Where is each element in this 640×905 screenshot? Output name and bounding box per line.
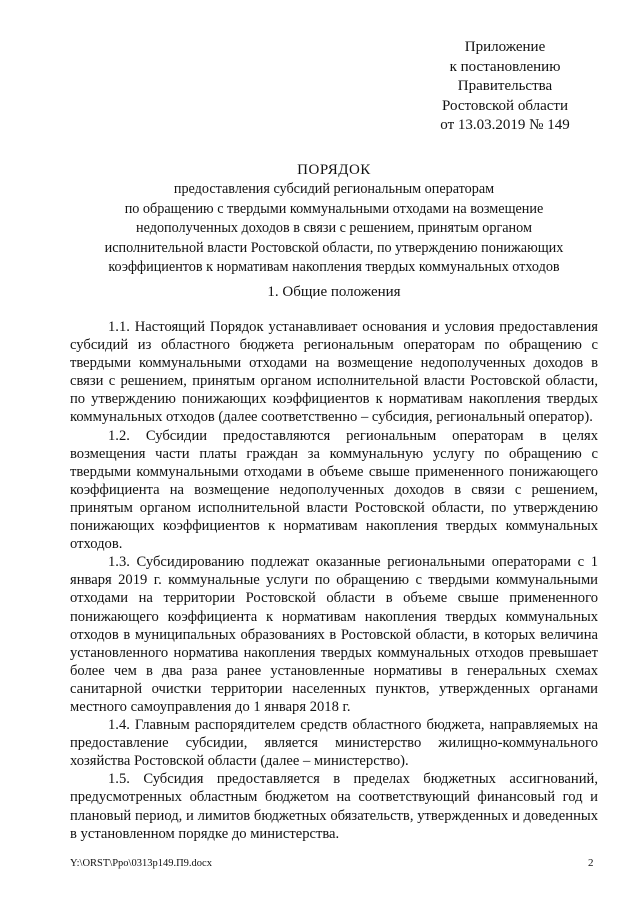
subtitle-line: коэффициентов к нормативам накопления твердых коммунальных отходов [108, 259, 560, 275]
appendix-block [420, 38, 590, 136]
footer-file-path: Y:\ORST\Ppo\0313p149.П9.docx [70, 858, 212, 869]
subtitle-line: исполнительной власти Ростовской области, по утверждению понижающих [104, 239, 564, 256]
appendix-line: Правительства [457, 78, 553, 94]
appendix-line: от 13.03.2019 № 149 [440, 117, 570, 133]
paragraph-1-1: 1.1. Настоящий Порядок устанавливает основания и условия предоставления субсидий из областного бюджета региональным операторам по обращению с твердыми коммунальными отходами на возмещение недополученных доходов в связи с решением, принятым органом исполнительной власти Ростовской области, по утверждению понижающих коэффициентов к нормативам накопления твердых коммунальных отходов (далее соответственно – субсидия, региональный оператор). [70, 319, 598, 426]
paragraph-1-5: 1.5. Субсидия предоставляется в пределах бюджетных ассигнований, предусмотренных областным бюджетом на соответствующий финансовый год и плановый период, и лимитов бюджетных обязательств, утвержденных и доведенных в установленном порядке до министерства. [70, 771, 598, 842]
section-heading: 1. Общие положения [267, 284, 401, 300]
paragraph-1-2: 1.2. Субсидии предоставляются региональным операторам в целях возмещения части платы граждан за коммунальную услугу по обращению с твердыми коммунальными отходами в объеме свыше примененного понижающего коэффициента на возмещение недополученных доходов в связи с решением, принятым органом исполнительной власти Ростовской области, по утверждению понижающих коэффициентов к нормативам накопления твердых коммунальных отходов. [70, 427, 598, 553]
paragraph-1-4: 1.4. Главным распорядителем средств областного бюджета, направляемых на предоставление субсидии, является министерство жилищно-коммунального хозяйства Ростовской области (далее – министерство). [70, 717, 598, 770]
appendix-line: Ростовской области [442, 97, 568, 114]
document-subtitle [70, 180, 598, 278]
appendix-line: Приложение [464, 39, 546, 55]
paragraph-1-3: 1.3. Субсидированию подлежат оказанные региональными операторами с 1 января 2019 г. коммунальные услуги по обращению с твердыми коммунальными отходами на территории Ростовской области в объеме свыше примененного понижающего коэффициента к нормативам накопления твердых коммунальных отходов в муниципальных образованиях в Ростовской области, в которых величина установленного норматива накопления твердых коммунальных отходов превышает более чем в два раза ранее установленные нормативы в генеральных схемах санитарной очистки территории населенных пунктов, утвержденных органами местного самоуправления до 1 января 2018 г. [70, 554, 598, 715]
document-title: ПОРЯДОК [297, 162, 371, 178]
subtitle-line: по обращению с твердыми коммунальными отходами на возмещение [124, 200, 544, 217]
body-text [70, 318, 598, 843]
appendix-line: к постановлению [449, 58, 561, 75]
page-number: 2 [588, 857, 594, 869]
subtitle-line: недополученных доходов в связи с решением, принятым органом [136, 220, 532, 236]
subtitle-line: предоставления субсидий региональным операторам [173, 181, 495, 197]
